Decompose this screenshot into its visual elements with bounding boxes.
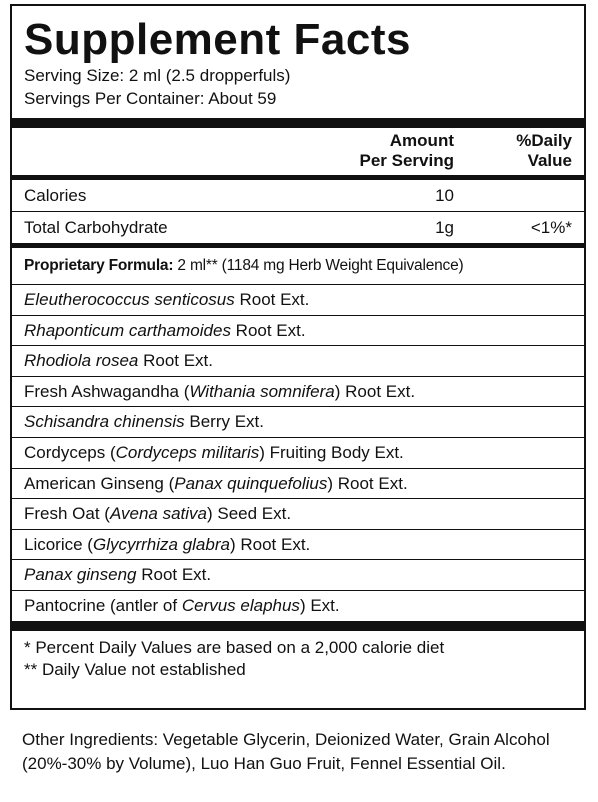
ingredient-row: [24, 346, 572, 376]
ingredient-pre: Licorice (: [24, 534, 93, 554]
amount-header: Amount Per Serving: [359, 131, 454, 170]
ingredient-row: [24, 285, 572, 315]
ingredient-italic: Schisandra chinensis: [24, 412, 185, 432]
ingredient-row: [24, 530, 572, 560]
footnote-daily-values: * Percent Daily Values are based on a 2,000 calorie diet: [24, 637, 445, 657]
ingredient-italic: Cervus elaphus: [181, 595, 300, 615]
ingredient-pre: Pantocrine (antler of: [24, 595, 182, 615]
ingredient-row: [24, 316, 572, 346]
nutrient-row-carbohydrate: Total Carbohydrate 1g <1%*: [24, 218, 572, 237]
ingredient-post: Root Ext.: [234, 290, 310, 309]
ingredient-post: ) Root Ext.: [334, 381, 416, 401]
ingredient-row: [24, 407, 572, 437]
ingredient-post: ) Ext.: [299, 595, 340, 615]
ingredient-list: [24, 284, 572, 621]
serving-size: Serving Size: 2 ml (2.5 dropperfuls): [24, 66, 291, 85]
ingredient-post: Root Ext.: [138, 351, 213, 371]
panel-inner: [24, 6, 572, 708]
footnotes: [24, 631, 572, 681]
ingredient-italic: Panax quinquefolius: [174, 473, 328, 493]
ingredient-row: [24, 438, 572, 468]
ingredient-italic: Panax ginseng: [24, 565, 137, 585]
panel-title: Supplement Facts: [24, 15, 411, 64]
daily-value-header: %Daily Value: [516, 131, 572, 170]
footnote-not-established: ** Daily Value not established: [24, 659, 246, 679]
ingredient-italic: Glycyrrhiza glabra: [92, 534, 230, 554]
nutrient-row-calories: Calories 10: [24, 186, 454, 205]
ingredient-italic: Rhaponticum carthamoides: [24, 320, 231, 340]
other-ingredients: Other Ingredients: Vegetable Glycerin, Deionized Water, Grain Alcohol (20%-30% by Volume), Luo Han Guo Fruit, Fennel Essential Oil.: [22, 730, 550, 773]
ingredient-italic: Rhodiola rosea: [24, 351, 139, 371]
ingredient-pre: American Ginseng (: [24, 473, 175, 493]
ingredient-post: Berry Ext.: [184, 412, 265, 432]
ingredient-pre: Cordyceps (: [24, 442, 116, 462]
ingredient-row: [24, 377, 572, 407]
ingredient-post: ) Root Ext.: [229, 534, 311, 554]
ingredient-row: [24, 499, 572, 529]
supplement-facts-panel: [10, 4, 586, 710]
ingredient-pre: Fresh Ashwagandha (: [24, 381, 190, 401]
thick-divider: [12, 621, 584, 631]
thick-divider: [12, 118, 584, 128]
ingredient-italic: Eleutherococcus senticosus: [24, 290, 235, 309]
ingredient-row: [24, 591, 572, 621]
ingredient-italic: Avena sativa: [109, 504, 207, 524]
ingredient-post: ) Fruiting Body Ext.: [259, 442, 404, 462]
ingredient-pre: Fresh Oat (: [24, 504, 110, 524]
ingredient-post: ) Root Ext.: [327, 473, 408, 493]
ingredient-row: [24, 560, 572, 590]
ingredient-post: Root Ext.: [136, 565, 212, 585]
column-header: [24, 128, 572, 175]
ingredient-post: ) Seed Ext.: [207, 504, 292, 524]
proprietary-formula: Proprietary Formula: 2 ml** (1184 mg Herb Weight Equivalence): [24, 257, 464, 274]
ingredient-italic: Cordyceps militaris: [115, 442, 260, 462]
ingredient-italic: Withania somnifera: [189, 381, 335, 401]
ingredient-post: Root Ext.: [230, 320, 306, 340]
ingredient-row: [24, 469, 572, 499]
servings-per-container: Servings Per Container: About 59: [24, 89, 277, 108]
